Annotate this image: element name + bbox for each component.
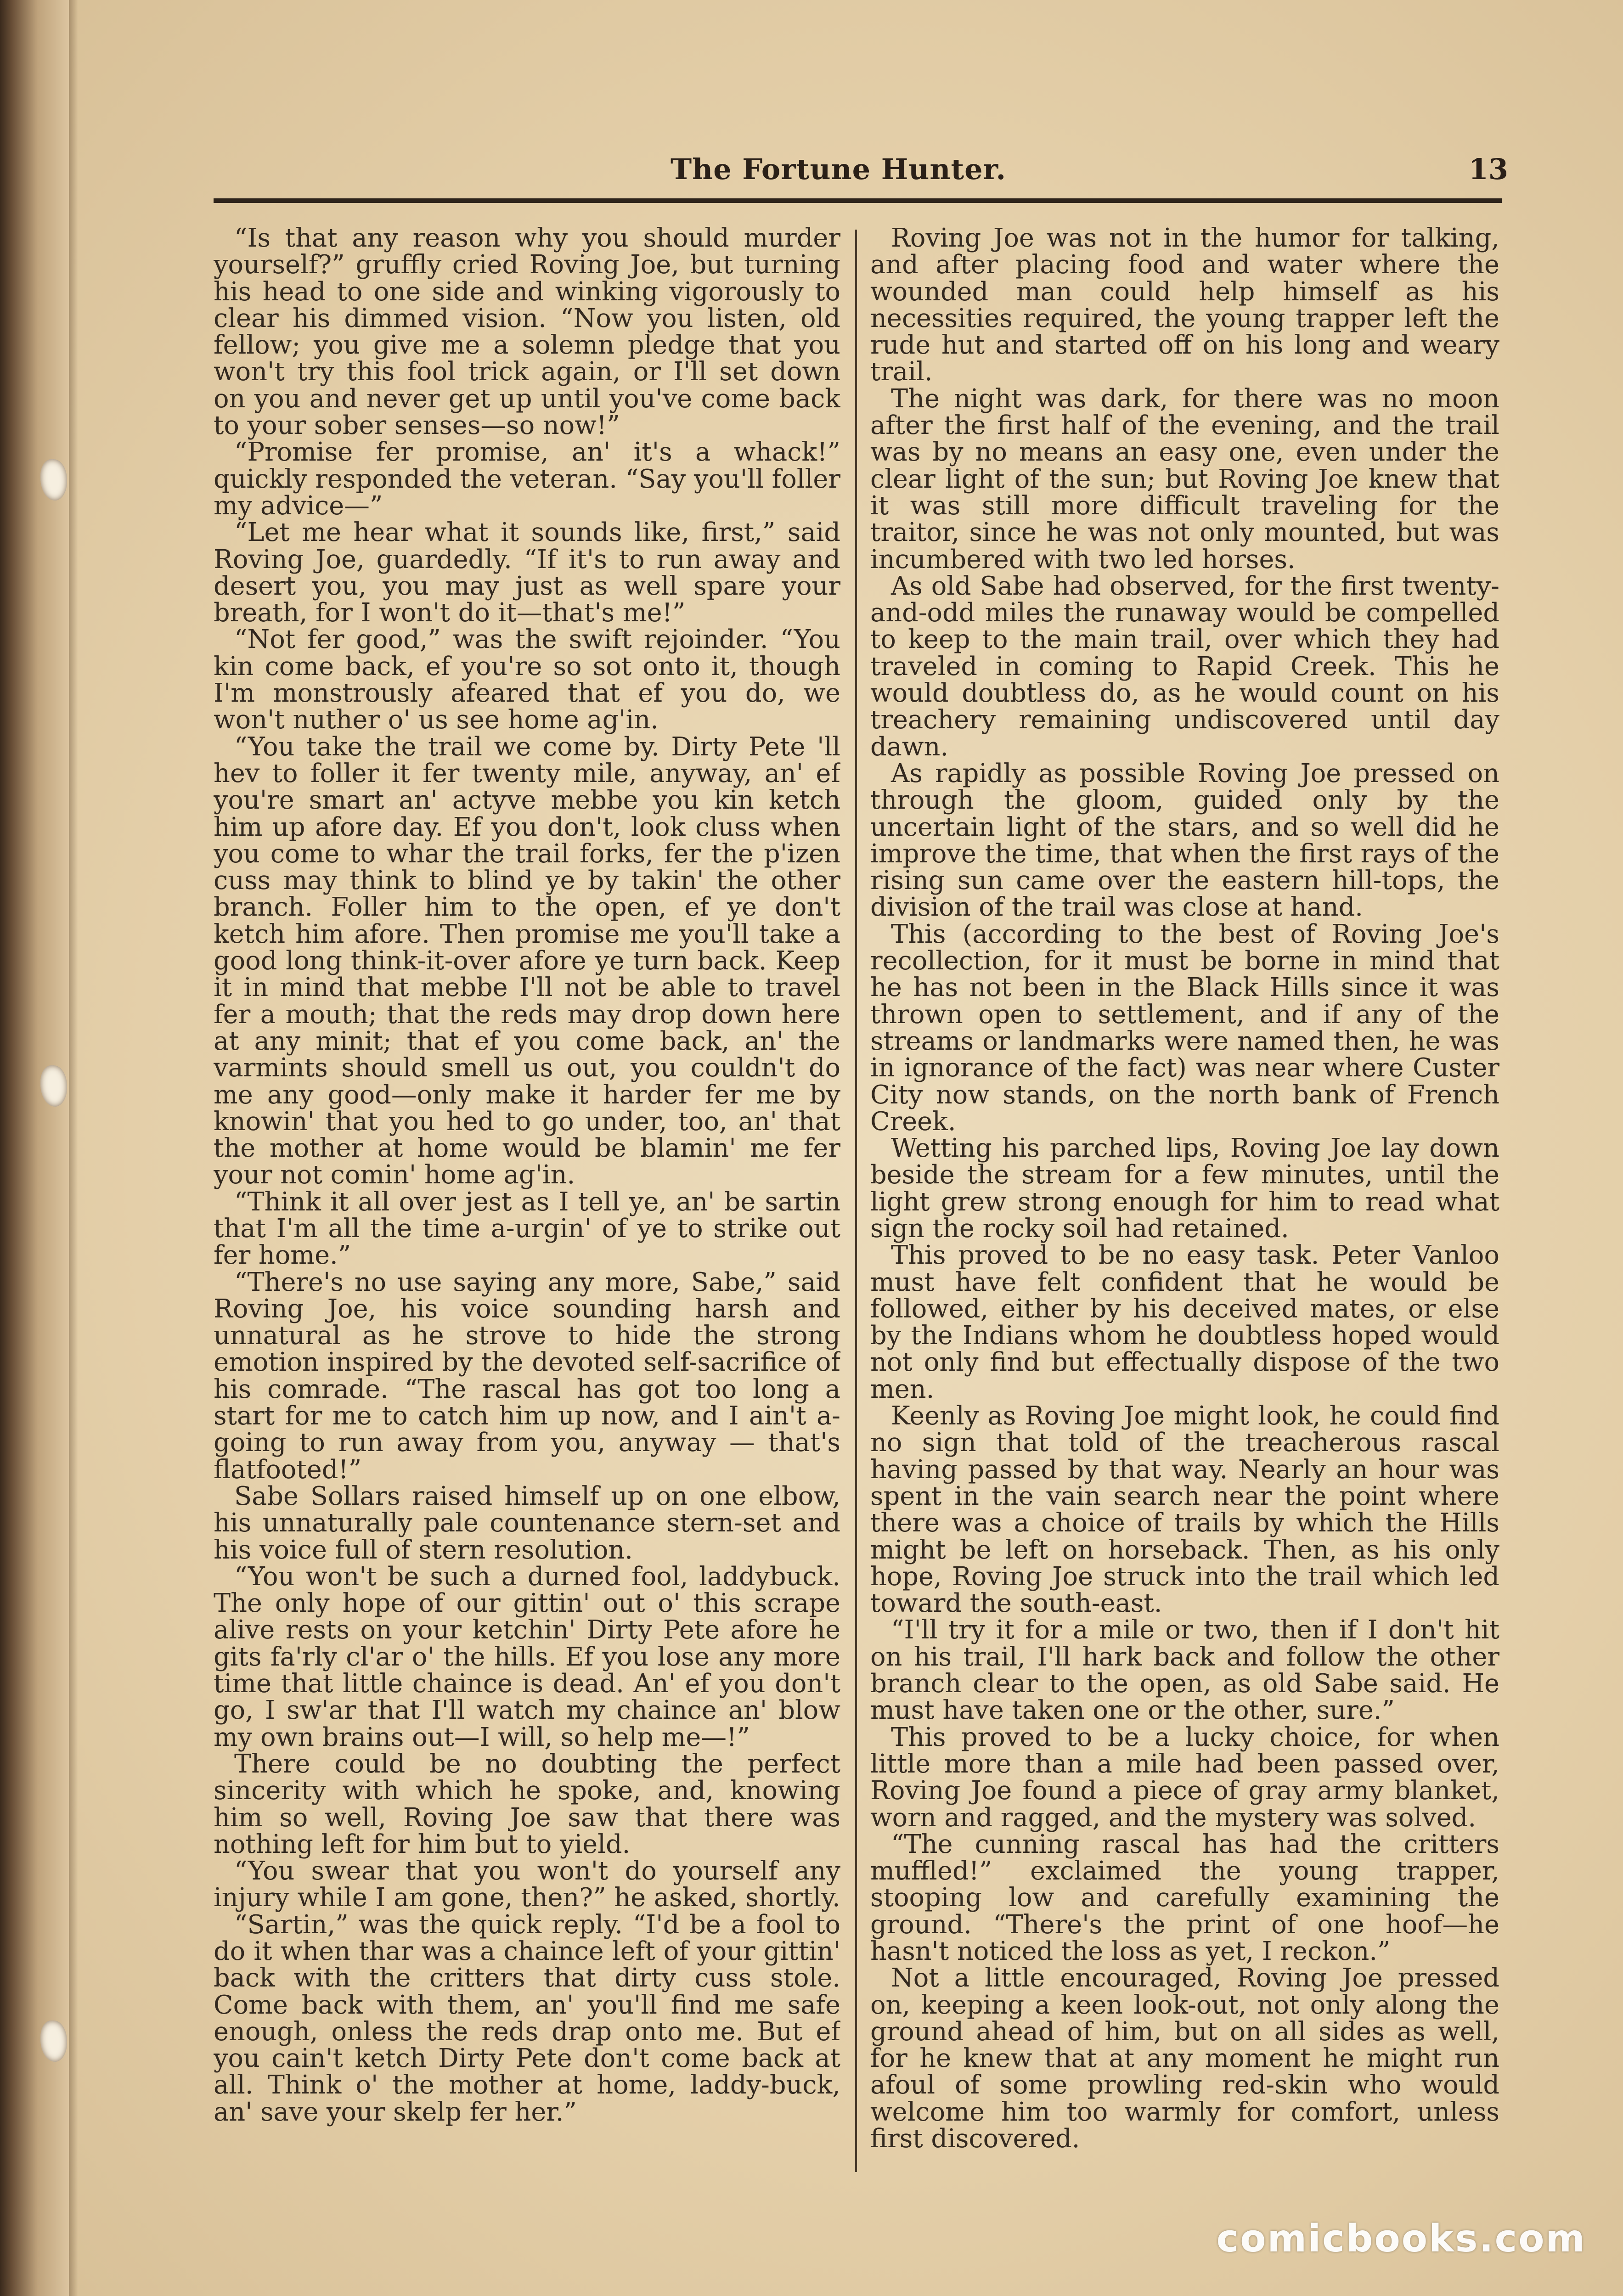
running-title: The Fortune Hunter. [671, 152, 1007, 186]
running-header [207, 152, 1508, 197]
paragraph: This (according to the best of Roving Joe's recollection, for it must be borne in mind that he has not been in the Black Hills since it was thrown open to settlement, and if any of the streams or landmarks were named then, he was in ignorance of the fact) was near where Custer City now stands, on the north bank of French Creek. [870, 919, 1499, 1137]
binding-gutter [0, 0, 69, 2296]
paragraph: “I'll try it for a mile or two, then if I don't hit on his trail, I'll hark back and follow the other branch clear to the open, as old Sabe said. He must have taken one or the other, sure.” [870, 1615, 1499, 1726]
page-fold-shadow [69, 0, 78, 2296]
paragraph: Keenly as Roving Joe might look, he could find no sign that told of the treacherous rascal having passed by that way. Nearly an hour was spent in the vain search near the point where there was a choice of trails by which the Hills might be left on horseback. Then, as his only hope, Roving Joe struck into the trail which led toward the south-east. [870, 1401, 1499, 1619]
paragraph: As old Sabe had observed, for the first twenty-and-odd miles the runaway would be compelled to keep to the main trail, over which they had traveled in coming to Rapid Creek. This he would doubtless do, as he would count on his treachery remaining undiscovered until day dawn. [870, 571, 1499, 762]
paragraph: “Not fer good,” was the swift rejoinder. “You kin come back, ef you're so sot onto it, though I'm monstrously afeared that ef you do, we won't nuther o' us see home ag'in. [214, 625, 840, 735]
paragraph: This proved to be a lucky choice, for when little more than a mile had been passed over, Roving Joe found a piece of gray army blanket, worn and ragged, and the mystery was solved. [870, 1722, 1499, 1833]
header-rule [214, 198, 1502, 203]
paragraph: As rapidly as possible Roving Joe pressed on through the gloom, guided only by the uncertain light of the stars, and so well did he improve the time, that when the first rays of the rising sun came over the eastern hill-tops, the division of the trail was close at hand. [870, 758, 1499, 923]
paragraph: This proved to be no easy task. Peter Vanloo must have felt confident that he would be followed, either by his deceived mates, or else by the Indians whom he doubtless hoped would not only find but effectually dispose of the two men. [870, 1240, 1499, 1404]
paragraph: “Sartin,” was the quick reply. “I'd be a fool to do it when thar was a chaince left of your gittin' back with the critters that dirty cuss stole. Come back with them, an' you'll find me safe enough, onless the reds drap onto me. But ef you cain't ketch Dirty Pete don't come back at all. Think o' the mother at home, laddy-buck, an' save your skelp fer her.” [214, 1909, 840, 2127]
paragraph: “Promise fer promise, an' it's a whack!” quickly responded the veteran. “Say you'll foller my advice—” [214, 437, 840, 521]
right-column [870, 225, 1499, 2172]
paragraph: “Let me hear what it sounds like, first,” said Roving Joe, guardedly. “If it's to run away and desert you, you may just as well spare your breath, for I won't do it—that's me!” [214, 518, 840, 628]
paragraph: “You swear that you won't do yourself any injury while I am gone, then?” he asked, shortly. [214, 1856, 840, 1913]
paragraph: Not a little encouraged, Roving Joe pressed on, keeping a keen look-out, not only along the ground ahead of him, but on all sides as well, for he knew that at any moment he might run afoul of some prowling red-skin who would welcome him too warmly for comfort, unless first discovered. [870, 1963, 1499, 2154]
paragraph: “You take the trail we come by. Dirty Pete 'll hev to foller it fer twenty mile, anyway, an' ef you're smart an' actyve mebbe you kin ketch him up afore day. Ef you don't, look cluss when you come to whar the trail forks, fer the p'izen cuss may think to blind ye by takin' the other branch. Foller him to the open, ef ye don't ketch him afore. Then promise me you'll take a good long think-it-over afore ye turn back. Keep it in mind that mebbe I'll not be able to travel fer a mouth; that the reds may drop down here at any minit; that ef you come back, an' the varmints should smell us out, you couldn't do me any good—only make it harder fer me by knowin' that you hed to go under, too, an' that the mother at home would be blamin' me fer your not comin' home ag'in. [214, 732, 840, 1190]
site-watermark: comicbooks.com [1216, 2217, 1586, 2261]
paragraph: Roving Joe was not in the humor for talking, and after placing food and water where the wounded man could help himself as his necessities required, the young trapper left the rude hut and started off on his long and weary trail. [870, 225, 1499, 387]
paragraph: “Is that any reason why you should murder yourself?” gruffly cried Roving Joe, but turning his head to one side and winking vigorously to clear his dimmed vision. “Now you listen, old fellow; you give me a solemn pledge that you won't try this fool trick again, or I'll set down on you and never get up until you've come back to your sober senses—so now!” [214, 225, 840, 441]
paragraph: “The cunning rascal has had the critters muffled!” exclaimed the young trapper, stooping low and carefully examining the ground. “There's the print of one hoof—he hasn't noticed the loss as yet, I reckon.” [870, 1829, 1499, 1966]
paragraph: The night was dark, for there was no moon after the first half of the evening, and the trail was by no means an easy one, even under the clear light of the sun; but Roving Joe knew that it was still more difficult traveling for the traitor, since he was not only mounted, but was incumbered with two led horses. [870, 383, 1499, 574]
left-column [214, 225, 840, 2172]
paragraph: Sabe Sollars raised himself up on one elbow, his unnaturally pale countenance stern-set and his voice full of stern resolution. [214, 1481, 840, 1565]
paragraph: “You won't be such a durned fool, laddybuck. The only hope of our gittin' out o' this scrape alive rests on your ketchin' Dirty Pete afore he gits fa'rly cl'ar o' the hills. Ef you lose any more time that little chaince is dead. An' ef you don't go, I sw'ar that I'll watch my chaince an' blow my own brains out—I will, so help me—!” [214, 1561, 840, 1752]
paragraph: Wetting his parched lips, Roving Joe lay down beside the stream for a few minutes, until the light grew strong enough for him to read what sign the rocky soil had retained. [870, 1133, 1499, 1244]
paragraph: There could be no doubting the perfect sincerity with which he spoke, and, knowing him so well, Roving Joe saw that there was nothing left for him but to yield. [214, 1749, 840, 1859]
paragraph: “Think it all over jest as I tell ye, an' be sartin that I'm all the time a-urgin' of ye to strike out fer home.” [214, 1187, 840, 1271]
paragraph: “There's no use saying any more, Sabe,” said Roving Joe, his voice sounding harsh and unnatural as he strove to hide the strong emotion inspired by the devoted self-sacrifice of his comrade. “The rascal has got too long a start for me to catch him up now, and I ain't a-going to run away from you, anyway — that's flatfooted!” [214, 1267, 840, 1485]
column-divider [855, 230, 857, 2172]
page-number: 13 [1468, 152, 1508, 186]
